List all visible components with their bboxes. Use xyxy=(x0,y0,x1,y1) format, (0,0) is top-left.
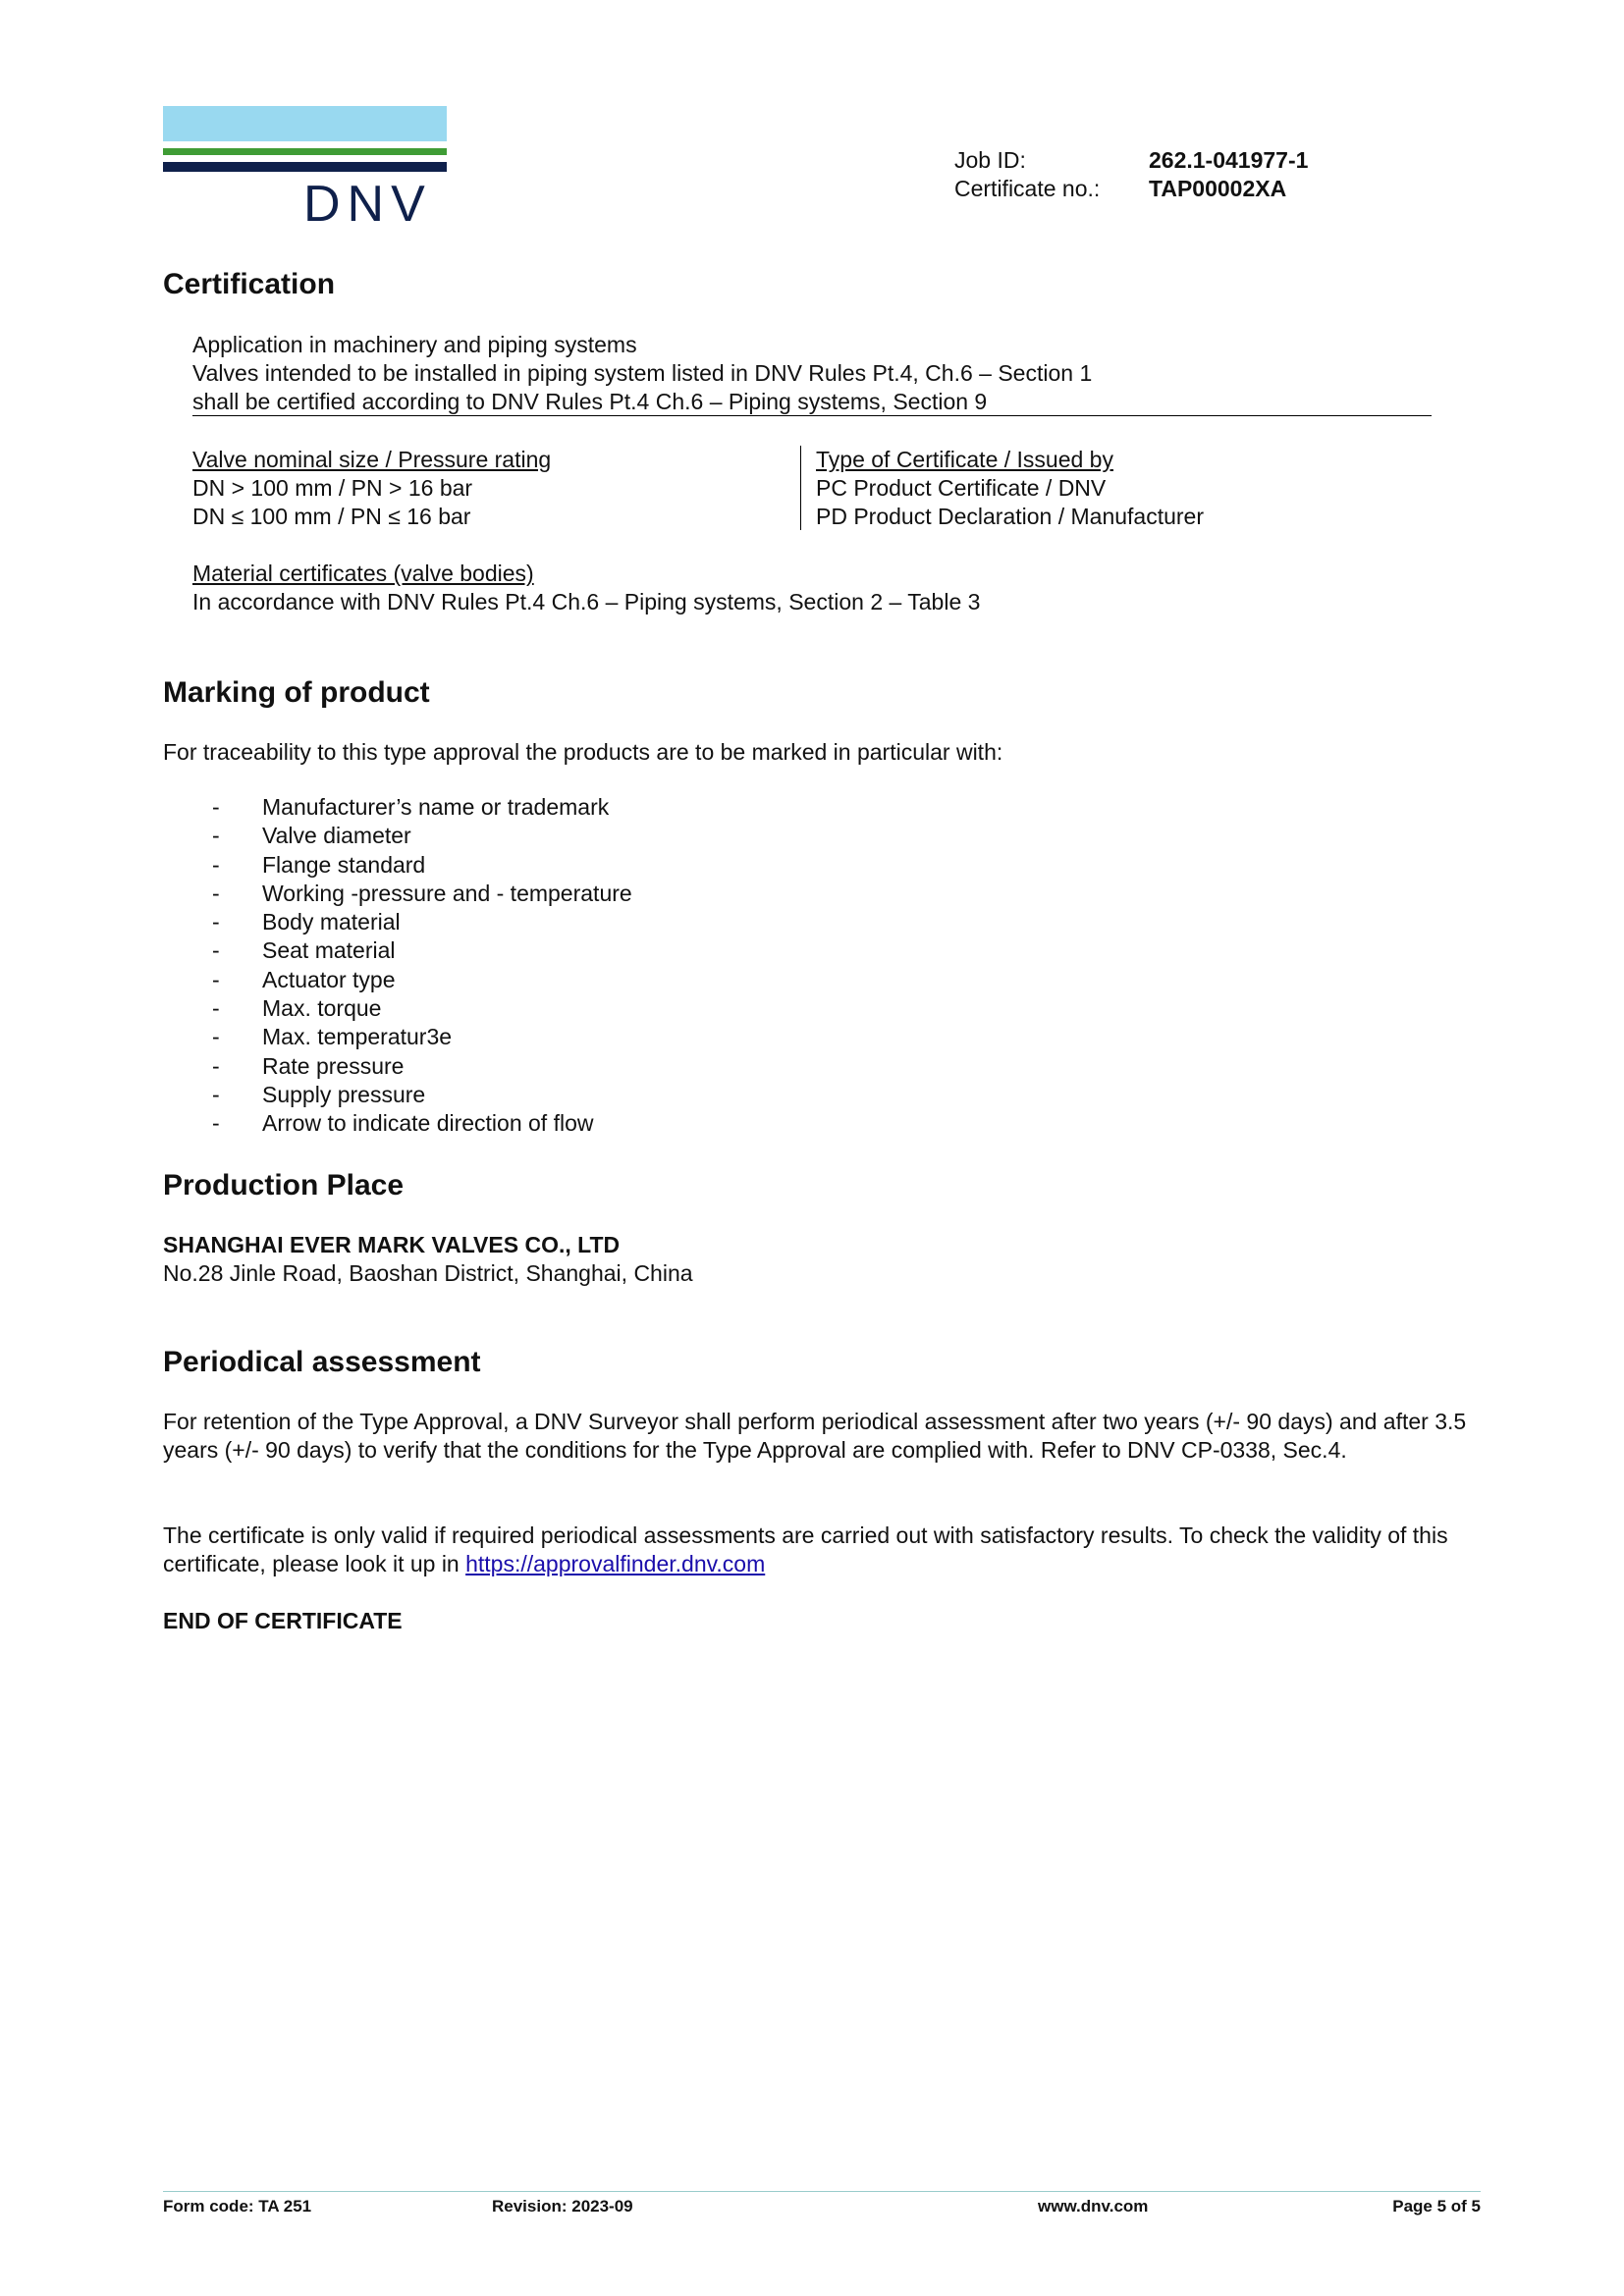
periodical-assessment-paragraph-1: For retention of the Type Approval, a DNV Surveyor shall perform periodical assessment after two years (+/- 90 days) and after 3.5 years (+/- 90 days) to verify that the conditions for the Type Approval are complied with. Refer to DNV CP-0338, Sec.4. xyxy=(163,1409,1467,1463)
certificate-type-heading: Type of Certificate / Issued by xyxy=(816,447,1113,472)
footer-page-number: Page 5 of 5 xyxy=(1392,2197,1481,2216)
certification-divider xyxy=(192,415,1432,416)
job-id-label: Job ID: xyxy=(954,147,1026,173)
footer-website[interactable]: www.dnv.com xyxy=(1038,2197,1149,2216)
valve-size-row-1: DN > 100 mm / PN > 16 bar xyxy=(192,475,473,501)
certificate-no-row xyxy=(954,175,1286,203)
end-of-certificate: END OF CERTIFICATE xyxy=(163,1608,403,1633)
periodical-assessment-heading: Periodical assessment xyxy=(163,1346,481,1378)
logo-green-stripe xyxy=(163,148,447,155)
logo-navy-stripe xyxy=(163,162,447,172)
footer-form-code: Form code: TA 251 xyxy=(163,2197,312,2216)
footer-revision: Revision: 2023-09 xyxy=(492,2197,633,2216)
certificate-no-label: Certificate no.: xyxy=(954,176,1101,201)
periodical-assessment-paragraph-2 xyxy=(163,1522,1489,1578)
certification-intro-line-3: shall be certified according to DNV Rules Pt.4 Ch.6 – Piping systems, Section 9 xyxy=(192,389,988,414)
valve-size-heading: Valve nominal size / Pressure rating xyxy=(192,447,552,472)
certification-intro-line-2: Valves intended to be installed in piping system listed in DNV Rules Pt.4, Ch.6 – Section 1 xyxy=(192,360,1093,386)
production-place-heading: Production Place xyxy=(163,1169,405,1201)
certificate-type-row-1: PC Product Certificate / DNV xyxy=(816,475,1107,501)
marking-intro: For traceability to this type approval the products are to be marked in particular with: xyxy=(163,739,1003,765)
manufacturer-address: No.28 Jinle Road, Baoshan District, Shanghai, China xyxy=(163,1260,693,1286)
material-certificates-heading: Material certificates (valve bodies) xyxy=(192,561,534,586)
certification-heading: Certification xyxy=(163,268,336,300)
footer-divider xyxy=(163,2191,1481,2192)
approvalfinder-link[interactable]: https://approvalfinder.dnv.com xyxy=(465,1551,766,1576)
job-id-row xyxy=(954,146,1308,175)
marking-heading: Marking of product xyxy=(163,676,430,709)
job-id-value: 262.1-041977-1 xyxy=(1149,147,1309,173)
validity-text: The certificate is only valid if required periodical assessments are carried out with satisfactory results. To check the validity of this certificate, please look it up in xyxy=(163,1522,1448,1576)
valve-size-row-2: DN ≤ 100 mm / PN ≤ 16 bar xyxy=(192,504,471,529)
logo-text: DNV xyxy=(303,176,432,233)
logo-sky-band xyxy=(163,106,447,141)
material-certificates-text: In accordance with DNV Rules Pt.4 Ch.6 – Piping systems, Section 2 – Table 3 xyxy=(192,589,981,614)
manufacturer-name: SHANGHAI EVER MARK VALVES CO., LTD xyxy=(163,1232,621,1257)
certification-intro-line-1: Application in machinery and piping systems xyxy=(192,332,637,357)
certificate-no-value: TAP00002XA xyxy=(1149,176,1287,201)
certificate-type-row-2: PD Product Declaration / Manufacturer xyxy=(816,504,1205,529)
column-divider xyxy=(800,446,801,530)
